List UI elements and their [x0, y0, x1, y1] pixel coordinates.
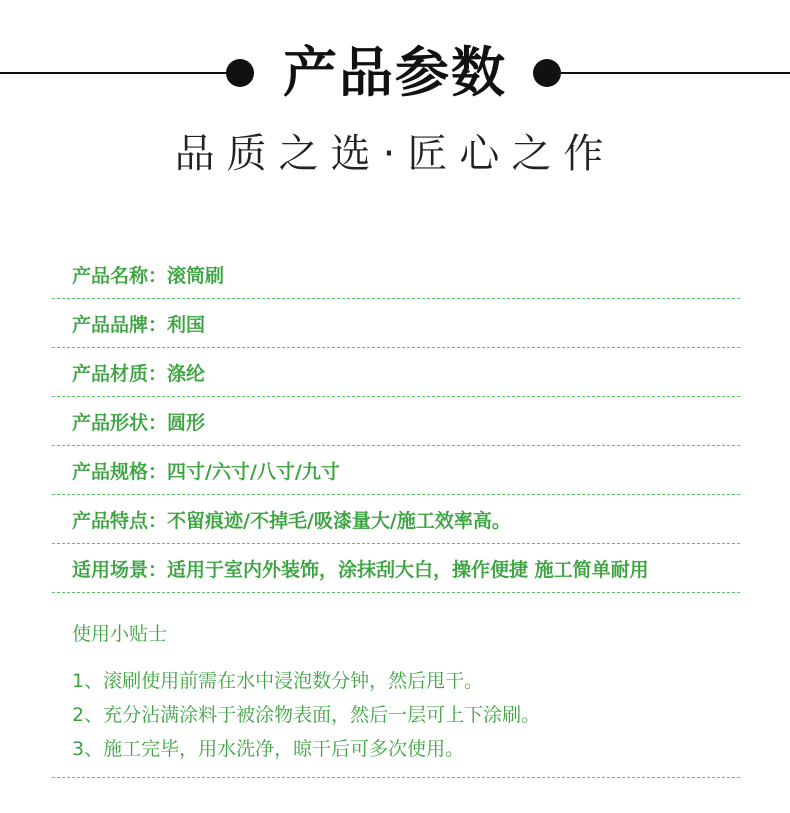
title-dot-left	[226, 59, 254, 87]
title-line-right	[560, 72, 790, 74]
param-row-scene	[52, 544, 740, 593]
param-label: 产品材质：	[72, 362, 168, 385]
param-label: 产品规格：	[72, 460, 168, 483]
page-subtitle: 品质之选·匠心之作	[174, 131, 616, 177]
param-value: 适用于室内外装饰，涂抹刮大白，操作便捷 施工简单耐用	[167, 558, 649, 581]
param-row-features	[52, 495, 740, 544]
param-value: 四寸/六寸/八寸/九寸	[167, 460, 340, 483]
param-row-spec	[52, 446, 740, 495]
param-row-material	[52, 348, 740, 397]
param-label: 产品特点：	[72, 509, 168, 532]
param-row-name	[52, 250, 740, 299]
param-value: 滚筒刷	[167, 264, 225, 287]
title-row	[0, 38, 790, 108]
param-value: 圆形	[167, 411, 206, 434]
params-list	[52, 250, 740, 593]
title-line-left	[0, 72, 232, 74]
tip-item: 2、充分沾满涂料于被涂物表面，然后一层可上下涂刷。	[72, 704, 541, 726]
param-value: 涤纶	[167, 362, 206, 385]
param-row-shape	[52, 397, 740, 446]
param-label: 产品品牌：	[72, 313, 168, 336]
param-row-brand	[52, 299, 740, 348]
tips-section	[52, 616, 740, 778]
param-value: 利国	[167, 313, 206, 336]
param-label: 适用场景：	[72, 558, 168, 581]
title-dot-right	[533, 59, 561, 87]
tips-list	[52, 664, 740, 766]
param-value: 不留痕迹/不掉毛/吸漆量大/施工效率高。	[167, 509, 511, 532]
tip-item: 3、施工完毕，用水洗净，晾干后可多次使用。	[72, 738, 465, 760]
tips-title: 使用小贴士	[72, 623, 168, 645]
tips-divider	[52, 776, 740, 778]
page-title: 产品参数	[283, 41, 507, 104]
param-label: 产品形状：	[72, 411, 168, 434]
param-label: 产品名称：	[72, 264, 168, 287]
tip-item: 1、滚刷使用前需在水中浸泡数分钟，然后甩干。	[72, 670, 484, 692]
